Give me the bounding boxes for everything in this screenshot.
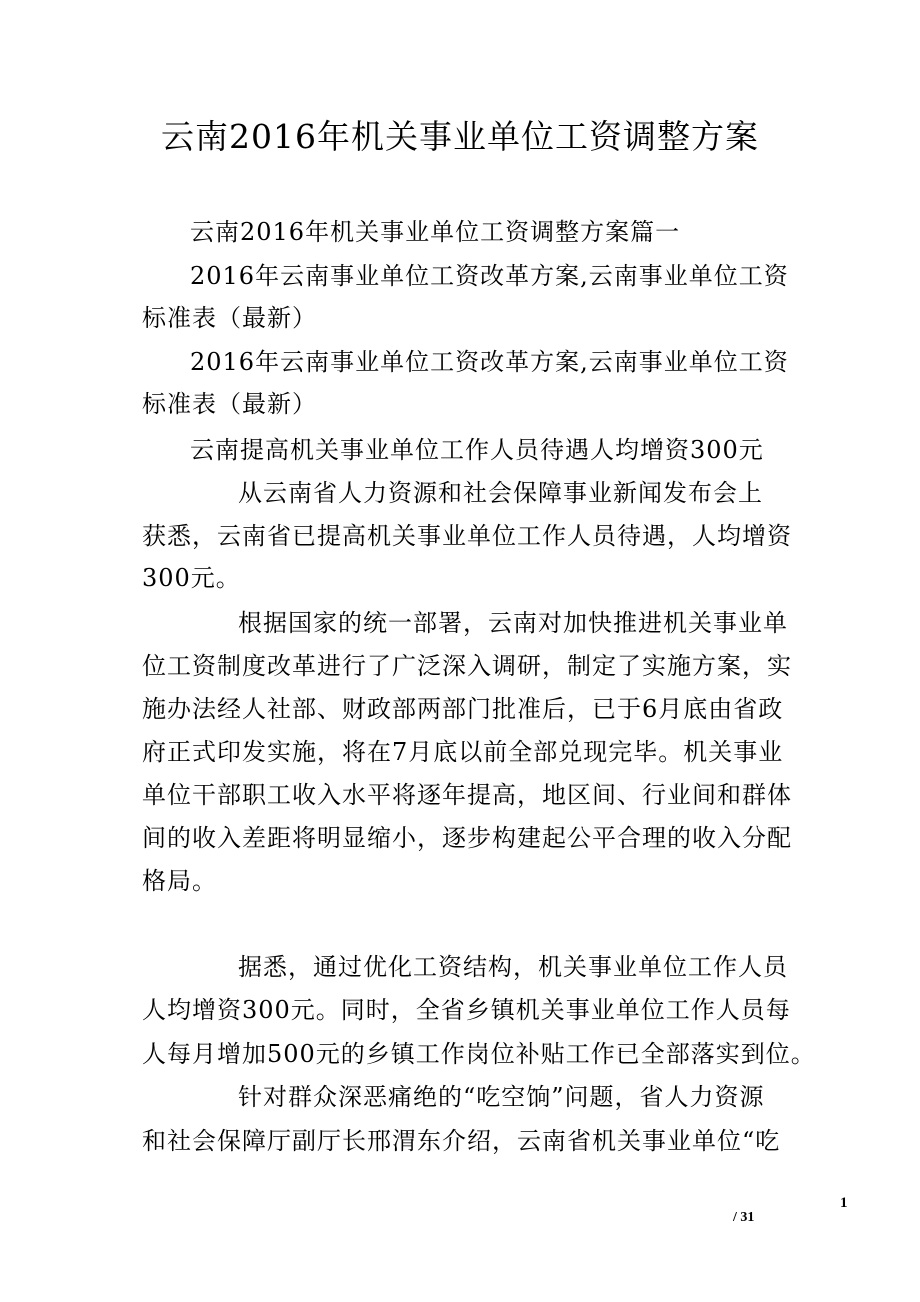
text-line: 根据国家的统一部署，云南对加快推进机关事业单 [238,609,788,637]
text-line: 单位干部职工收入水平将逐年提高，地区间、行业间和群体 [142,781,792,809]
text-line: 2016年云南事业单位工资改革方案,云南事业单位工资 [190,262,789,290]
document-title: 云南2016年机关事业单位工资调整方案 [161,117,759,156]
page-total: / 31 [733,1210,755,1225]
text-line: 人每月增加500元的乡镇工作岗位补贴工作已全部落实到位。 [142,1040,816,1068]
text-line: 位工资制度改革进行了广泛深入调研，制定了实施方案，实 [142,652,792,680]
text-line: 和社会保障厅副厅长邢渭东介绍，云南省机关事业单位“吃 [142,1127,781,1155]
text-line: 施办法经人社部、财政部两部门批准后，已于6月底由省政 [142,695,784,723]
text-line: 针对群众深恶痛绝的“吃空饷”问题，省人力资源 [238,1083,765,1111]
text-line: 获悉，云南省已提高机关事业单位工作人员待遇，人均增资 [142,522,792,550]
text-line: 标准表（最新） [142,390,317,418]
text-line: 格局。 [142,867,217,895]
text-line: 府正式印发实施，将在7月底以前全部兑现完毕。机关事业 [142,738,784,766]
text-line: 云南2016年机关事业单位工资调整方案篇一 [190,218,681,246]
text-line: 从云南省人力资源和社会保障事业新闻发布会上 [238,479,763,507]
text-line: 人均增资300元。同时，全省乡镇机关事业单位工作人员每 [142,996,791,1024]
text-line: 标准表（最新） [142,304,317,332]
text-line: 间的收入差距将明显缩小，逐步构建起公平合理的收入分配 [142,824,792,852]
text-line: 据悉，通过优化工资结构，机关事业单位工作人员 [238,953,788,981]
text-line: 2016年云南事业单位工资改革方案,云南事业单位工资 [190,348,789,376]
text-line: 300元。 [142,564,241,592]
page-number: 1 [840,1195,848,1211]
text-line: 云南提高机关事业单位工作人员待遇人均增资300元 [190,436,764,464]
